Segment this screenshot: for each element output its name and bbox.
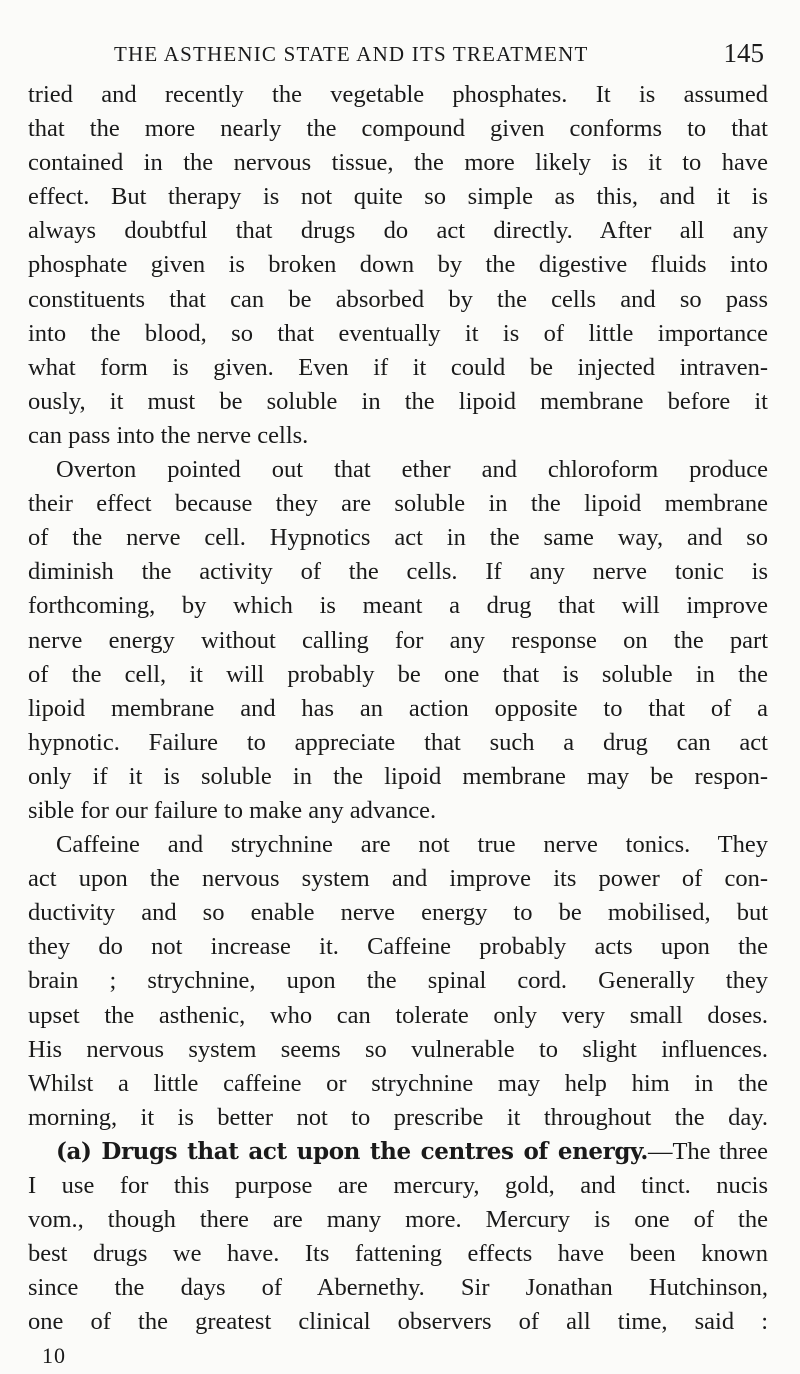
running-title: THE ASTHENIC STATE AND ITS TREATMENT	[114, 42, 589, 66]
text-line	[28, 1135, 768, 1169]
paragraph	[28, 453, 768, 828]
text-line: contained in the nervous tissue, the more likely is it to have	[28, 149, 768, 177]
text-line: their effect because they are soluble in the lipoid membrane	[28, 490, 768, 518]
text-line: hypnotic. Failure to appreciate that such a drug can act	[28, 728, 768, 756]
page-number: 145	[723, 38, 764, 68]
text-line: ductivity and so enable nerve energy to be mobilised, but	[28, 899, 768, 927]
text-line: forthcoming, by which is meant a drug that will improve	[28, 592, 768, 620]
text-line: constituents that can be absorbed by the cells and so pass	[28, 285, 768, 313]
text-line: brain ; strychnine, upon the spinal cord. Generally they	[28, 967, 768, 995]
paragraph	[28, 78, 768, 453]
signature-mark: 10	[42, 1343, 66, 1369]
text-line: what form is given. Even if it could be injected intraven-	[28, 353, 768, 381]
text-line: diminish the activity of the cells. If any nerve tonic is	[28, 558, 768, 586]
text-line: phosphate given is broken down by the digestive fluids into	[28, 251, 768, 279]
text-line: morning, it is better not to prescribe it throughout the day.	[28, 1103, 768, 1131]
paragraph	[28, 828, 768, 1135]
text-line: Overton pointed out that ether and chloroform produce	[56, 456, 768, 484]
text-line: that the more nearly the compound given conforms to that	[28, 115, 768, 143]
text-line: Whilst a little caffeine or strychnine may help him in the	[28, 1069, 768, 1097]
text-line: effect. But therapy is not quite so simple as this, and it is	[28, 183, 768, 211]
text-line: nerve energy without calling for any response on the part	[28, 626, 768, 654]
text-line: Caffeine and strychnine are not true nerve tonics. They	[56, 831, 768, 859]
text-line: His nervous system seems so vulnerable to slight influences.	[28, 1035, 768, 1063]
text-line: only if it is soluble in the lipoid membrane may be respon-	[28, 762, 768, 790]
text-line: tried and recently the vegetable phosphates. It is assumed	[28, 81, 768, 108]
text-run: —The three	[647, 1137, 768, 1165]
text-line: I use for this purpose are mercury, gold, and tinct. nucis	[28, 1172, 768, 1199]
text-line: sible for our failure to make any advance.	[28, 796, 437, 824]
text-line: of the nerve cell. Hypnotics act in the same way, and so	[28, 524, 768, 552]
text-line: can pass into the nerve cells.	[28, 421, 309, 449]
text-line: lipoid membrane and has an action opposite to that of a	[28, 694, 768, 722]
text-line: into the blood, so that eventually it is of little importance	[28, 319, 768, 347]
text-line: of the cell, it will probably be one that is soluble in the	[28, 660, 768, 688]
text-line: they do not increase it. Caffeine probably acts upon the	[28, 933, 768, 961]
paragraph	[28, 1135, 768, 1340]
text-line: upset the asthenic, who can tolerate only very small doses.	[28, 1001, 768, 1029]
text-line: one of the greatest clinical observers of all time, said :	[28, 1308, 768, 1336]
section-heading: (a) Drugs that act upon the centres of energy.	[56, 1137, 648, 1165]
text-line: vom., though there are many more. Mercury is one of the	[28, 1206, 768, 1234]
text-line: ously, it must be soluble in the lipoid membrane before it	[28, 387, 768, 415]
text-line: since the days of Abernethy. Sir Jonathan Hutchinson,	[28, 1274, 768, 1302]
running-head	[114, 38, 764, 70]
text-line: always doubtful that drugs do act directly. After all any	[28, 217, 768, 245]
text-line: best drugs we have. Its fattening effects have been known	[28, 1240, 768, 1268]
text-line: act upon the nervous system and improve its power of con-	[28, 865, 768, 893]
body-text	[28, 78, 768, 1374]
